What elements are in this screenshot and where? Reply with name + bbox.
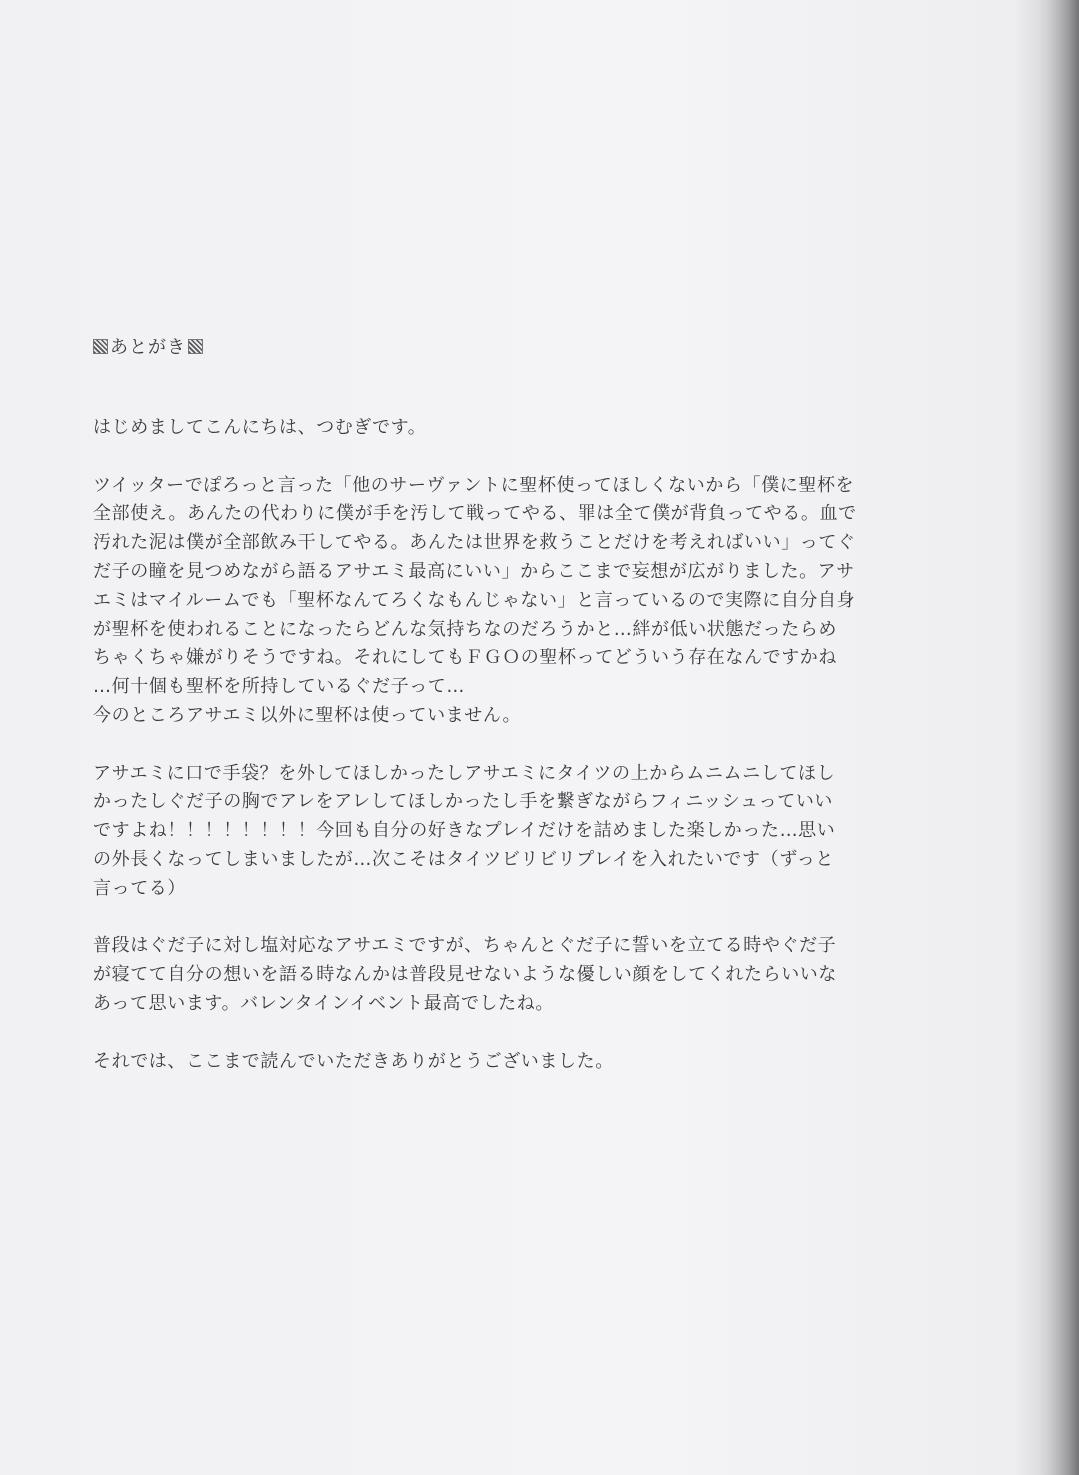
paragraph [93,414,873,443]
text-line: だ子の瞳を見つめながら語るアサエミ最高にいい」からここまで妄想が広がりました。アサ [93,560,855,582]
text-line: 全部使え。あんたの代わりに僕が手を汚して戦ってやる、罪は全て僕が背負ってやる。血で [93,503,857,525]
text-line: 汚れた泥は僕が全部飲み干してやる。あんたは世界を救うことだけを考えればいい」ってぐ [93,532,856,554]
spine-shadow [1039,0,1079,1475]
text-line: 今のところアサエミ以外に聖杯は使っていません。 [93,704,522,726]
text-line: アサエミに口で手袋？を外してほしかったしアサエミにタイツの上からムニムニしてほし [93,762,836,784]
section-heading [93,333,203,359]
text-line: はじめましてこんにちは、つむぎです。 [93,417,427,438]
paragraph [93,760,873,904]
text-line: あって思います。バレンタインイベント最高でしたね。 [93,992,554,1014]
text-line: …何十個も聖杯を所持しているぐだ子って… [93,676,465,698]
text-line: の外長くなってしまいましたが…次こそはタイツビリビリプレイを入れたいです（ずっと [93,848,834,870]
text-line: 言ってる） [93,877,186,899]
hatch-square-icon [93,339,108,354]
text-line: 普段はぐだ子に対し塩対応なアサエミですが、ちゃんとぐだ子に誓いを立てる時やぐだ子 [93,935,837,957]
heading-label: あとがき [110,337,186,358]
afterword-body [93,414,873,1105]
paragraph [93,472,873,731]
text-line: エミはマイルームでも「聖杯なんてろくなもんじゃない」と言っているので実際に自分自身 [93,589,856,611]
text-line: ツイッターでぽろっと言った「他のサーヴァントに聖杯使ってほしくないから「僕に聖杯を [93,474,855,496]
text-line: ですよね！！！！！！！！今回も自分の好きなプレイだけを詰めました楽しかった…思い [93,820,836,842]
text-line: ちゃくちゃ嫌がりそうですね。それにしてもＦＧＯの聖杯ってどういう存在なんですかね [93,647,837,669]
text-line: それでは、ここまで読んでいただきありがとうございました。 [93,1050,614,1072]
text-line: が聖杯を使われることになったらどんな気持ちなのだろうかと…絆が低い状態だったらめ [93,618,837,640]
text-line: が寝てて自分の想いを語る時なんかは普段見せないような優しい顔をしてくれたらいいな [93,964,837,986]
paragraph [93,932,873,1018]
paragraph [93,1048,873,1077]
text-line: かったしぐだ子の胸でアレをアレしてほしかったし手を繋ぎながらフィニッシュっていい [93,791,834,813]
hatch-square-icon [188,339,203,354]
